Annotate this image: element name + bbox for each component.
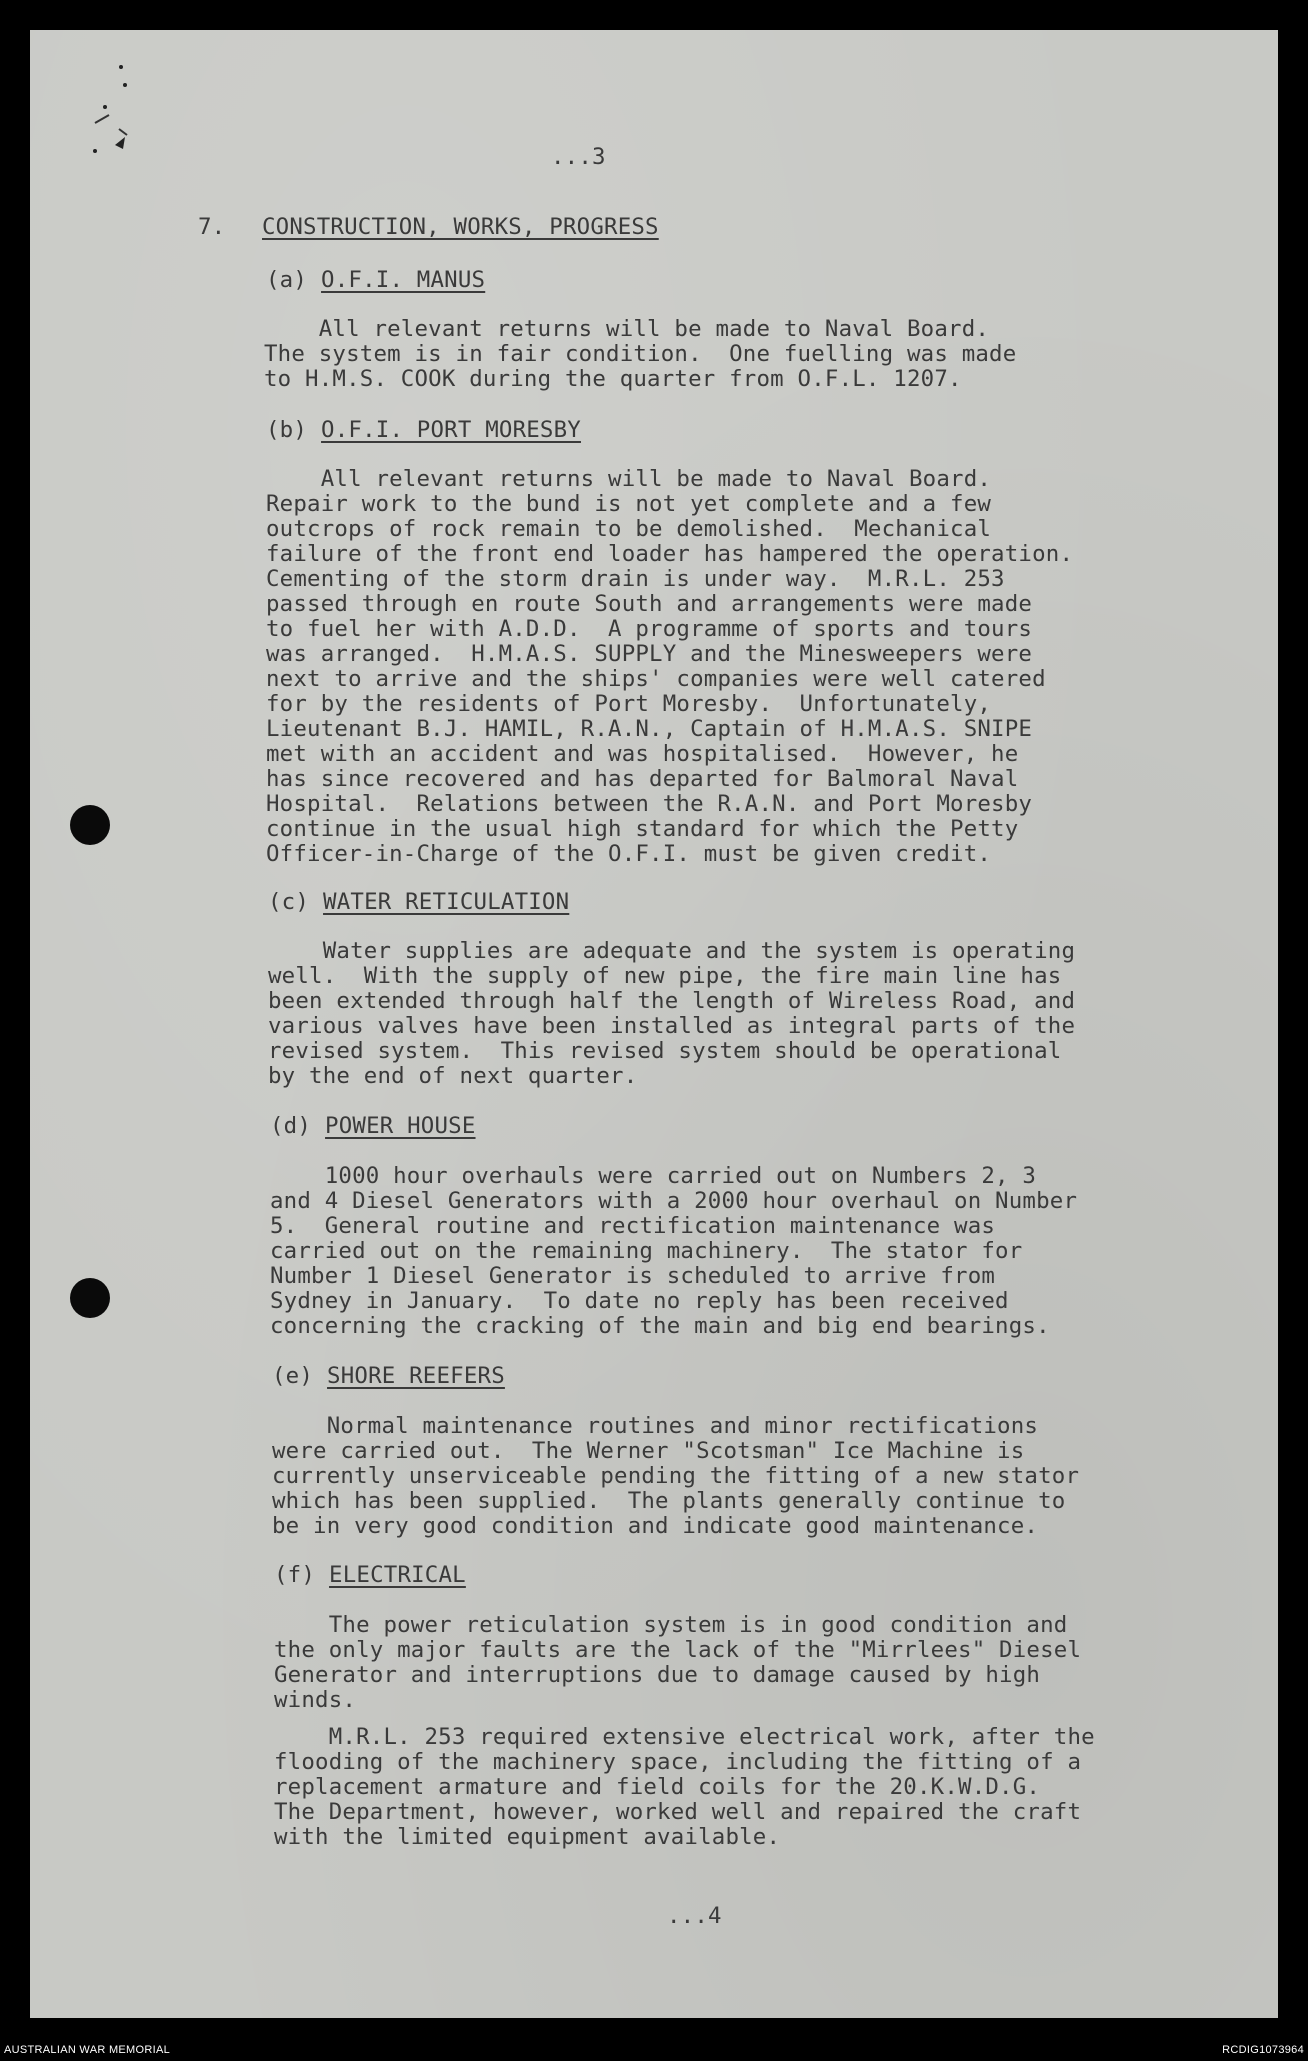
subsection-heading-f [274,1563,466,1588]
subsection-title: WATER RETICULATION [323,889,570,915]
section-heading [198,215,659,240]
subsection-label: (c) [268,889,310,915]
subsection-label: (e) [272,1363,314,1389]
paper-specks [75,45,135,155]
paragraph-electrical-1: The power reticulation system is in good condition and the only major faults are the lack of the "Mirrlees" Diesel Generator and interruptions due to damage caused by high winds. [274,1612,1082,1713]
subsection-label: (b) [266,417,308,443]
subsection-heading-e [272,1364,505,1389]
paragraph-shore-reefers: Normal maintenance routines and minor rectifications were carried out. The Werner "Scotsman" Ice Machine is currently unserviceable pending the fitting of a new stator which has been supplied. The plants generally continue to be in very good condition and indicate good maintenance. [272,1413,1080,1539]
subsection-heading-b [266,418,581,443]
subsection-title: ELECTRICAL [329,1562,466,1588]
page-continuation-bottom: ...4 [667,1903,722,1929]
subsection-label: (a) [266,267,308,293]
section-number: 7. [198,214,226,240]
subsection-title: POWER HOUSE [325,1113,476,1139]
paragraph-water-reticulation: Water supplies are adequate and the system is operating well. With the supply of new pipe, the fire main line has been extended through half the length of Wireless Road, and various valves have been installed as integral parts of the revised system. This revised system should be operational by the end of next quarter. [268,938,1076,1089]
punch-hole-top [70,805,110,845]
punch-hole-bottom [70,1278,110,1318]
section-title: CONSTRUCTION, WORKS, PROGRESS [262,214,659,240]
paragraph-port-moresby: All relevant returns will be made to Naval Board. Repair work to the bund is not yet complete and a few outcrops of rock remain to be demolished. Mechanical failure of the front end loader has hampered the operation. Cementing of the storm drain is under way. M.R.L. 253 passed through en route South and arrangements were made to fuel her with A.D.D. A programme of sports and tours was arranged. H.M.A.S. SUPPLY and the Minesweepers were next to arrive and the ships' companies were well catered for by the residents of Port Moresby. Unfortunately, Lieutenant B.J. HAMIL, R.A.N., Captain of H.M.A.S. SNIPE met with an accident and was hospitalised. However, he has since recovered and has departed for Balmoral Naval Hospital. Relations between the R.A.N. and Port Moresby continue in the usual high standard for which the Petty Officer-in-Charge of the O.F.I. must be given credit. [266,466,1074,867]
page-continuation-top: ...3 [551,144,606,170]
footer-reference: RCDIG1073964 [1222,2044,1304,2056]
footer-source: AUSTRALIAN WAR MEMORIAL [4,2044,171,2056]
subsection-label: (d) [270,1113,312,1139]
document-page [30,30,1278,2018]
subsection-title: O.F.I. MANUS [321,267,486,293]
subsection-heading-c [268,890,569,915]
subsection-title: SHORE REEFERS [327,1363,505,1389]
subsection-title: O.F.I. PORT MORESBY [321,417,581,443]
paragraph-electrical-2: M.R.L. 253 required extensive electrical work, after the flooding of the machinery space, including the fitting of a replacement armature and field coils for the 20.K.W.D.G. The Department, however, worked well and repaired the craft with the limited equipment available. [274,1724,1095,1850]
paragraph-manus: All relevant returns will be made to Naval Board. The system is in fair condition. One fuelling was made to H.M.S. COOK during the quarter from O.F.L. 1207. [264,316,1017,392]
subsection-heading-d [270,1114,476,1139]
subsection-label: (f) [274,1562,316,1588]
paragraph-power-house: 1000 hour overhauls were carried out on Numbers 2, 3 and 4 Diesel Generators with a 2000 hour overhaul on Number 5. General routine and rectification maintenance was carried out on the remaining machinery. The stator for Number 1 Diesel Generator is scheduled to arrive from Sydney in January. To date no reply has been received concerning the cracking of the main and big end bearings. [270,1163,1078,1339]
subsection-heading-a [266,268,485,293]
